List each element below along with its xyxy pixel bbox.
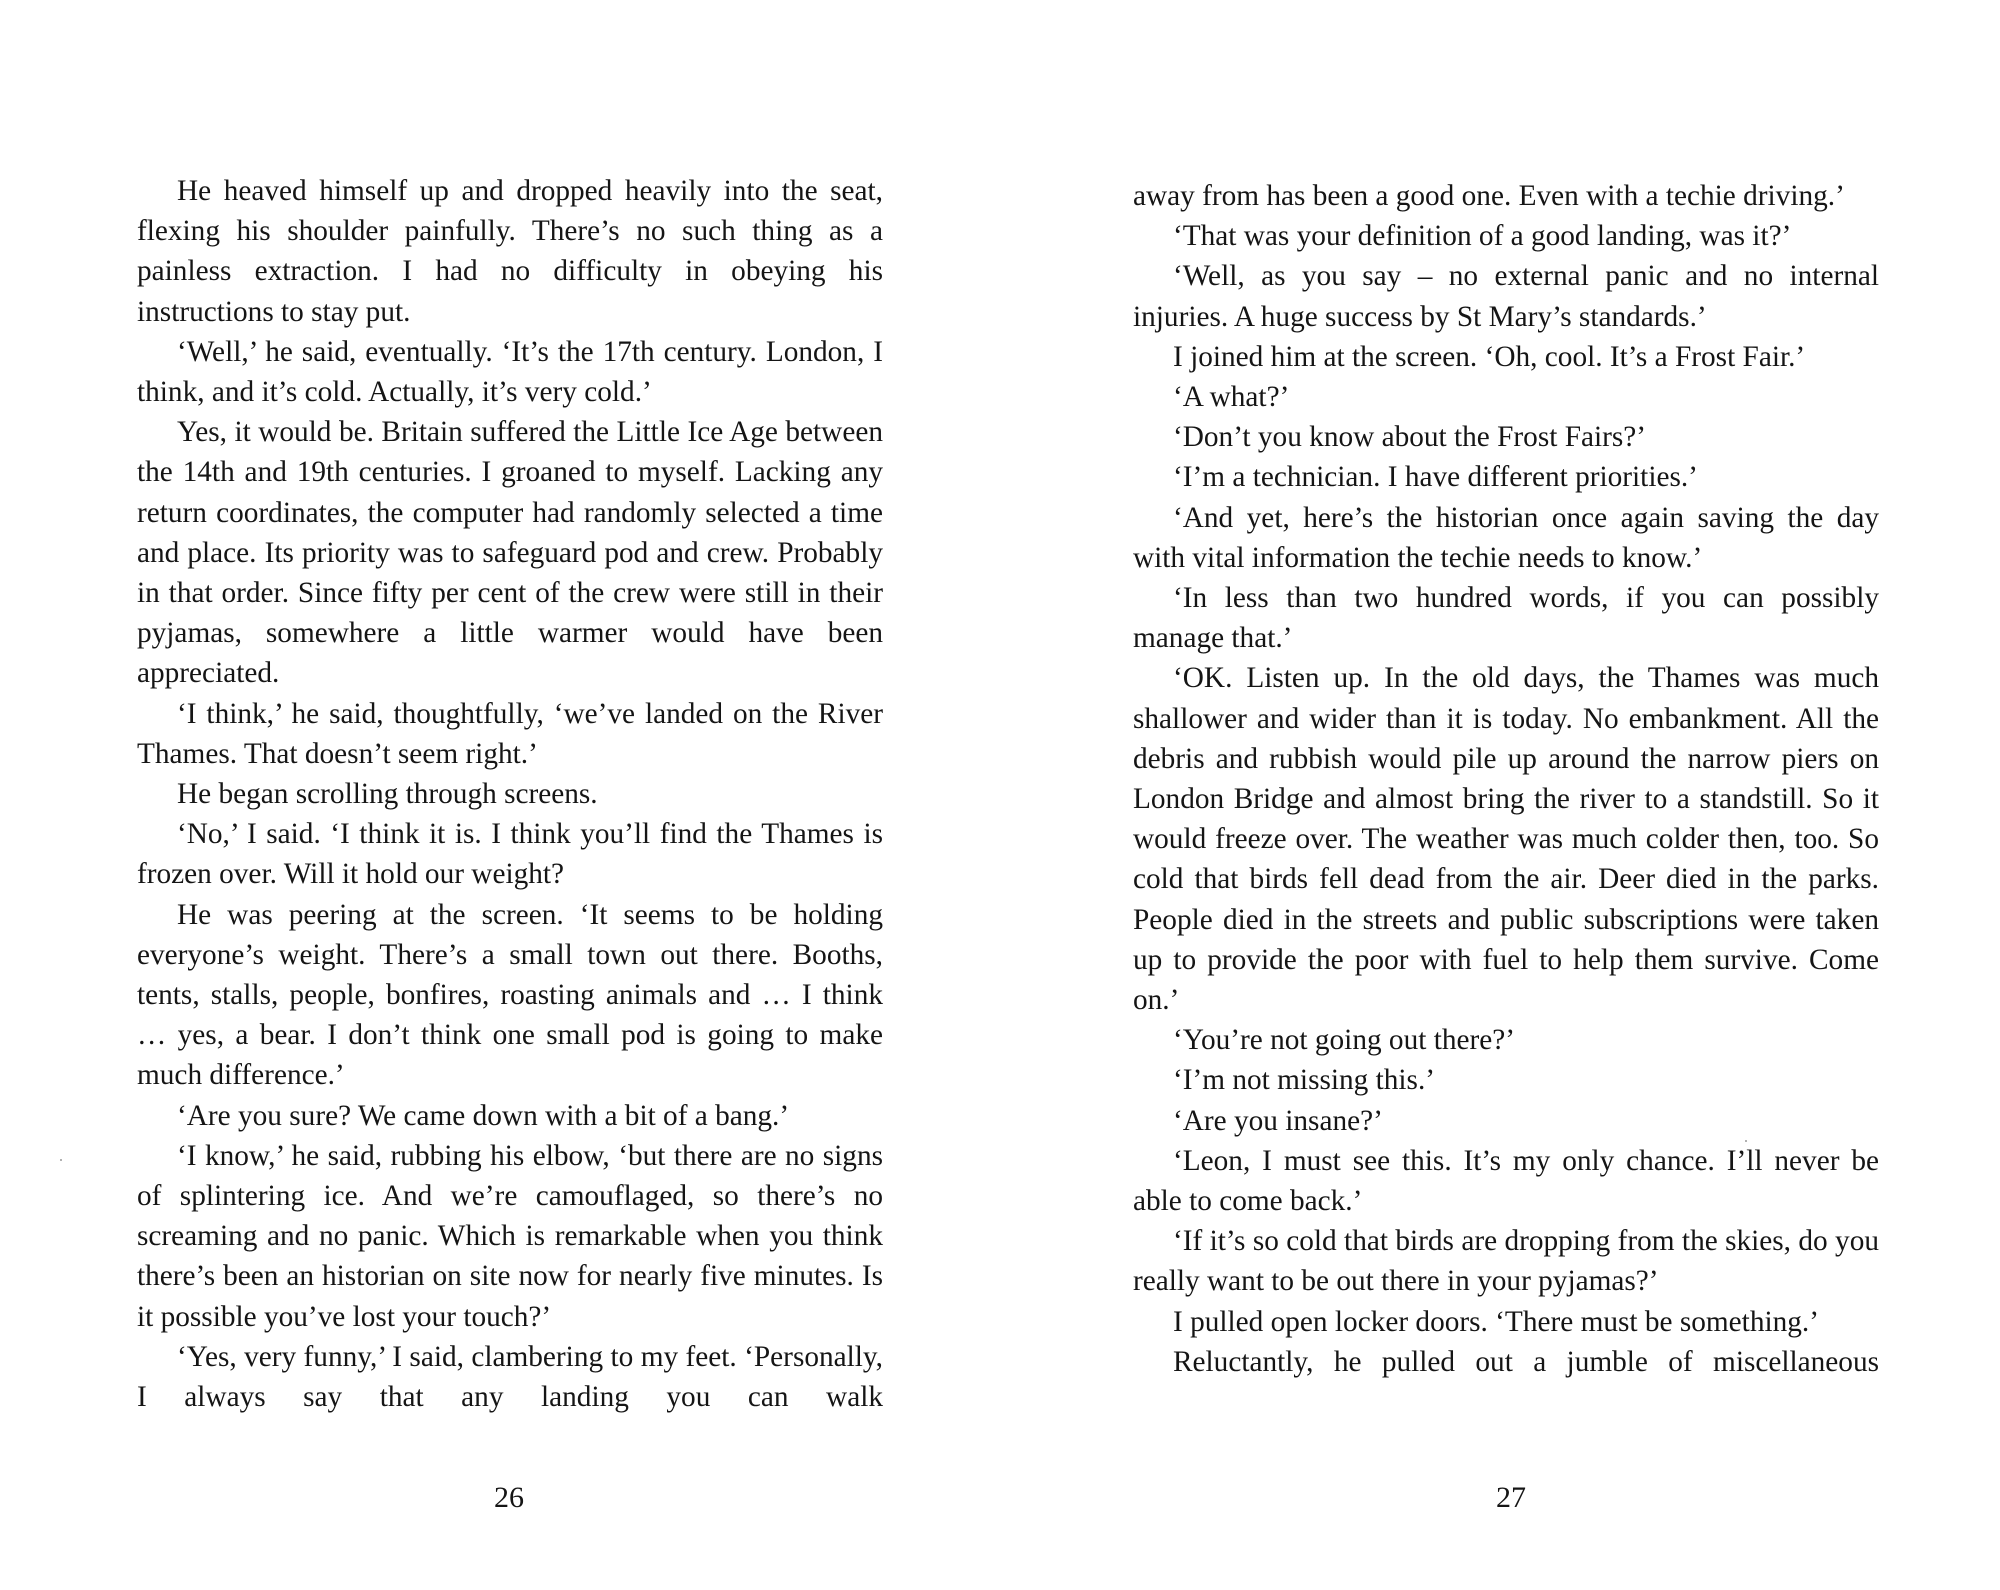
- paragraph: I pulled open locker doors. ‘There must be something.’: [1173, 1305, 1819, 1338]
- paragraph: ‘Don’t you know about the Frost Fairs?’: [1173, 421, 1647, 454]
- paragraph: ‘I know,’ he said, rubbing his elbow, ‘but there are no signs of splintering ice. And we’re camouflaged, so there’s no screaming and no panic. Which is remarkable when you think there’s been an historian on site now for nearly five minutes. Is it possible you’ve lost your touch?’: [137, 1139, 883, 1333]
- paragraph: ‘Yes, very funny,’ I said, clambering to my feet. ‘Personally, I always say that any landing you can walk: [137, 1340, 883, 1414]
- paragraph: He heaved himself up and dropped heavily into the seat, flexing his shoulder painfully. There’s no such thing as a painless extraction. I had no difficulty in obeying his instructions to stay put.: [137, 175, 883, 328]
- paragraph: ‘Are you insane?’: [1173, 1104, 1383, 1137]
- page-number: 26: [494, 1481, 524, 1514]
- paragraph: ‘And yet, here’s the historian once again saving the day with vital information the techie needs to know.’: [1133, 501, 1879, 574]
- left-page-text: [137, 171, 883, 1417]
- paragraph: ‘I’m a technician. I have different priorities.’: [1173, 461, 1698, 494]
- paragraph: He began scrolling through screens.: [177, 778, 598, 811]
- paragraph: Reluctantly, he pulled out a jumble of miscellaneous: [1173, 1345, 1879, 1378]
- paragraph: ‘A what?’: [1173, 381, 1290, 414]
- paragraph: ‘No,’ I said. ‘I think it is. I think you’ll find the Thames is frozen over. Will it hold our weight?: [137, 818, 883, 891]
- scan-speck: [1745, 1140, 1747, 1142]
- paragraph: ‘In less than two hundred words, if you can possibly manage that.’: [1133, 582, 1879, 655]
- scan-speck: [60, 1159, 62, 1161]
- paragraph: ‘You’re not going out there?’: [1173, 1024, 1516, 1057]
- right-page-text: [1133, 176, 1879, 1382]
- paragraph: I joined him at the screen. ‘Oh, cool. It’s a Frost Fair.’: [1173, 340, 1806, 373]
- paragraph: Yes, it would be. Britain suffered the Little Ice Age between the 14th and 19th centuries. I groaned to myself. Lacking any return coordinates, the computer had randomly selected a time and place. Its priority was to safeguard pod and crew. Probably in that order. Since fifty per cent of the crew were still in their pyjamas, somewhere a little warmer would have been appreciated.: [137, 416, 883, 690]
- right-page: [1000, 0, 2000, 1590]
- paragraph: ‘Well, as you say – no external panic and no internal injuries. A huge success by St Mary’s standards.’: [1133, 260, 1879, 333]
- continued-paragraph: away from has been a good one. Even with a techie driving.’: [1133, 180, 1845, 212]
- paragraph: ‘That was your definition of a good landing, was it?’: [1173, 220, 1792, 253]
- paragraph: ‘Are you sure? We came down with a bit of a bang.’: [177, 1099, 790, 1132]
- paragraph: ‘Leon, I must see this. It’s my only chance. I’ll never be able to come back.’: [1133, 1144, 1879, 1218]
- paragraph: ‘I’m not missing this.’: [1173, 1064, 1436, 1097]
- paragraph: He was peering at the screen. ‘It seems to be holding everyone’s weight. There’s a small town out there. Booths, tents, stalls, people, bonfires, roasting animals and … I think … yes, a bear. I don’t think one small pod is going to make much difference.’: [137, 898, 883, 1092]
- page-number: 27: [1496, 1481, 1526, 1514]
- paragraph: ‘I think,’ he said, thoughtfully, ‘we’ve landed on the River Thames. That doesn’t seem right.’: [137, 697, 883, 770]
- paragraph: ‘OK. Listen up. In the old days, the Thames was much shallower and wider than it is today. No embankment. All the debris and rubbish would pile up around the narrow piers on London Bridge and almost bring the river to a standstill. So it would freeze over. The weather was much colder then, too. So cold that birds fell dead from the air. Deer died in the parks. People died in the streets and public subscriptions were taken up to provide the poor with fuel to help them survive. Come on.’: [1133, 662, 1879, 1017]
- paragraph: ‘Well,’ he said, eventually. ‘It’s the 17th century. London, I think, and it’s cold. Actually, it’s very cold.’: [137, 335, 883, 409]
- paragraph: ‘If it’s so cold that birds are dropping from the skies, do you really want to be out there in your pyjamas?’: [1133, 1225, 1879, 1298]
